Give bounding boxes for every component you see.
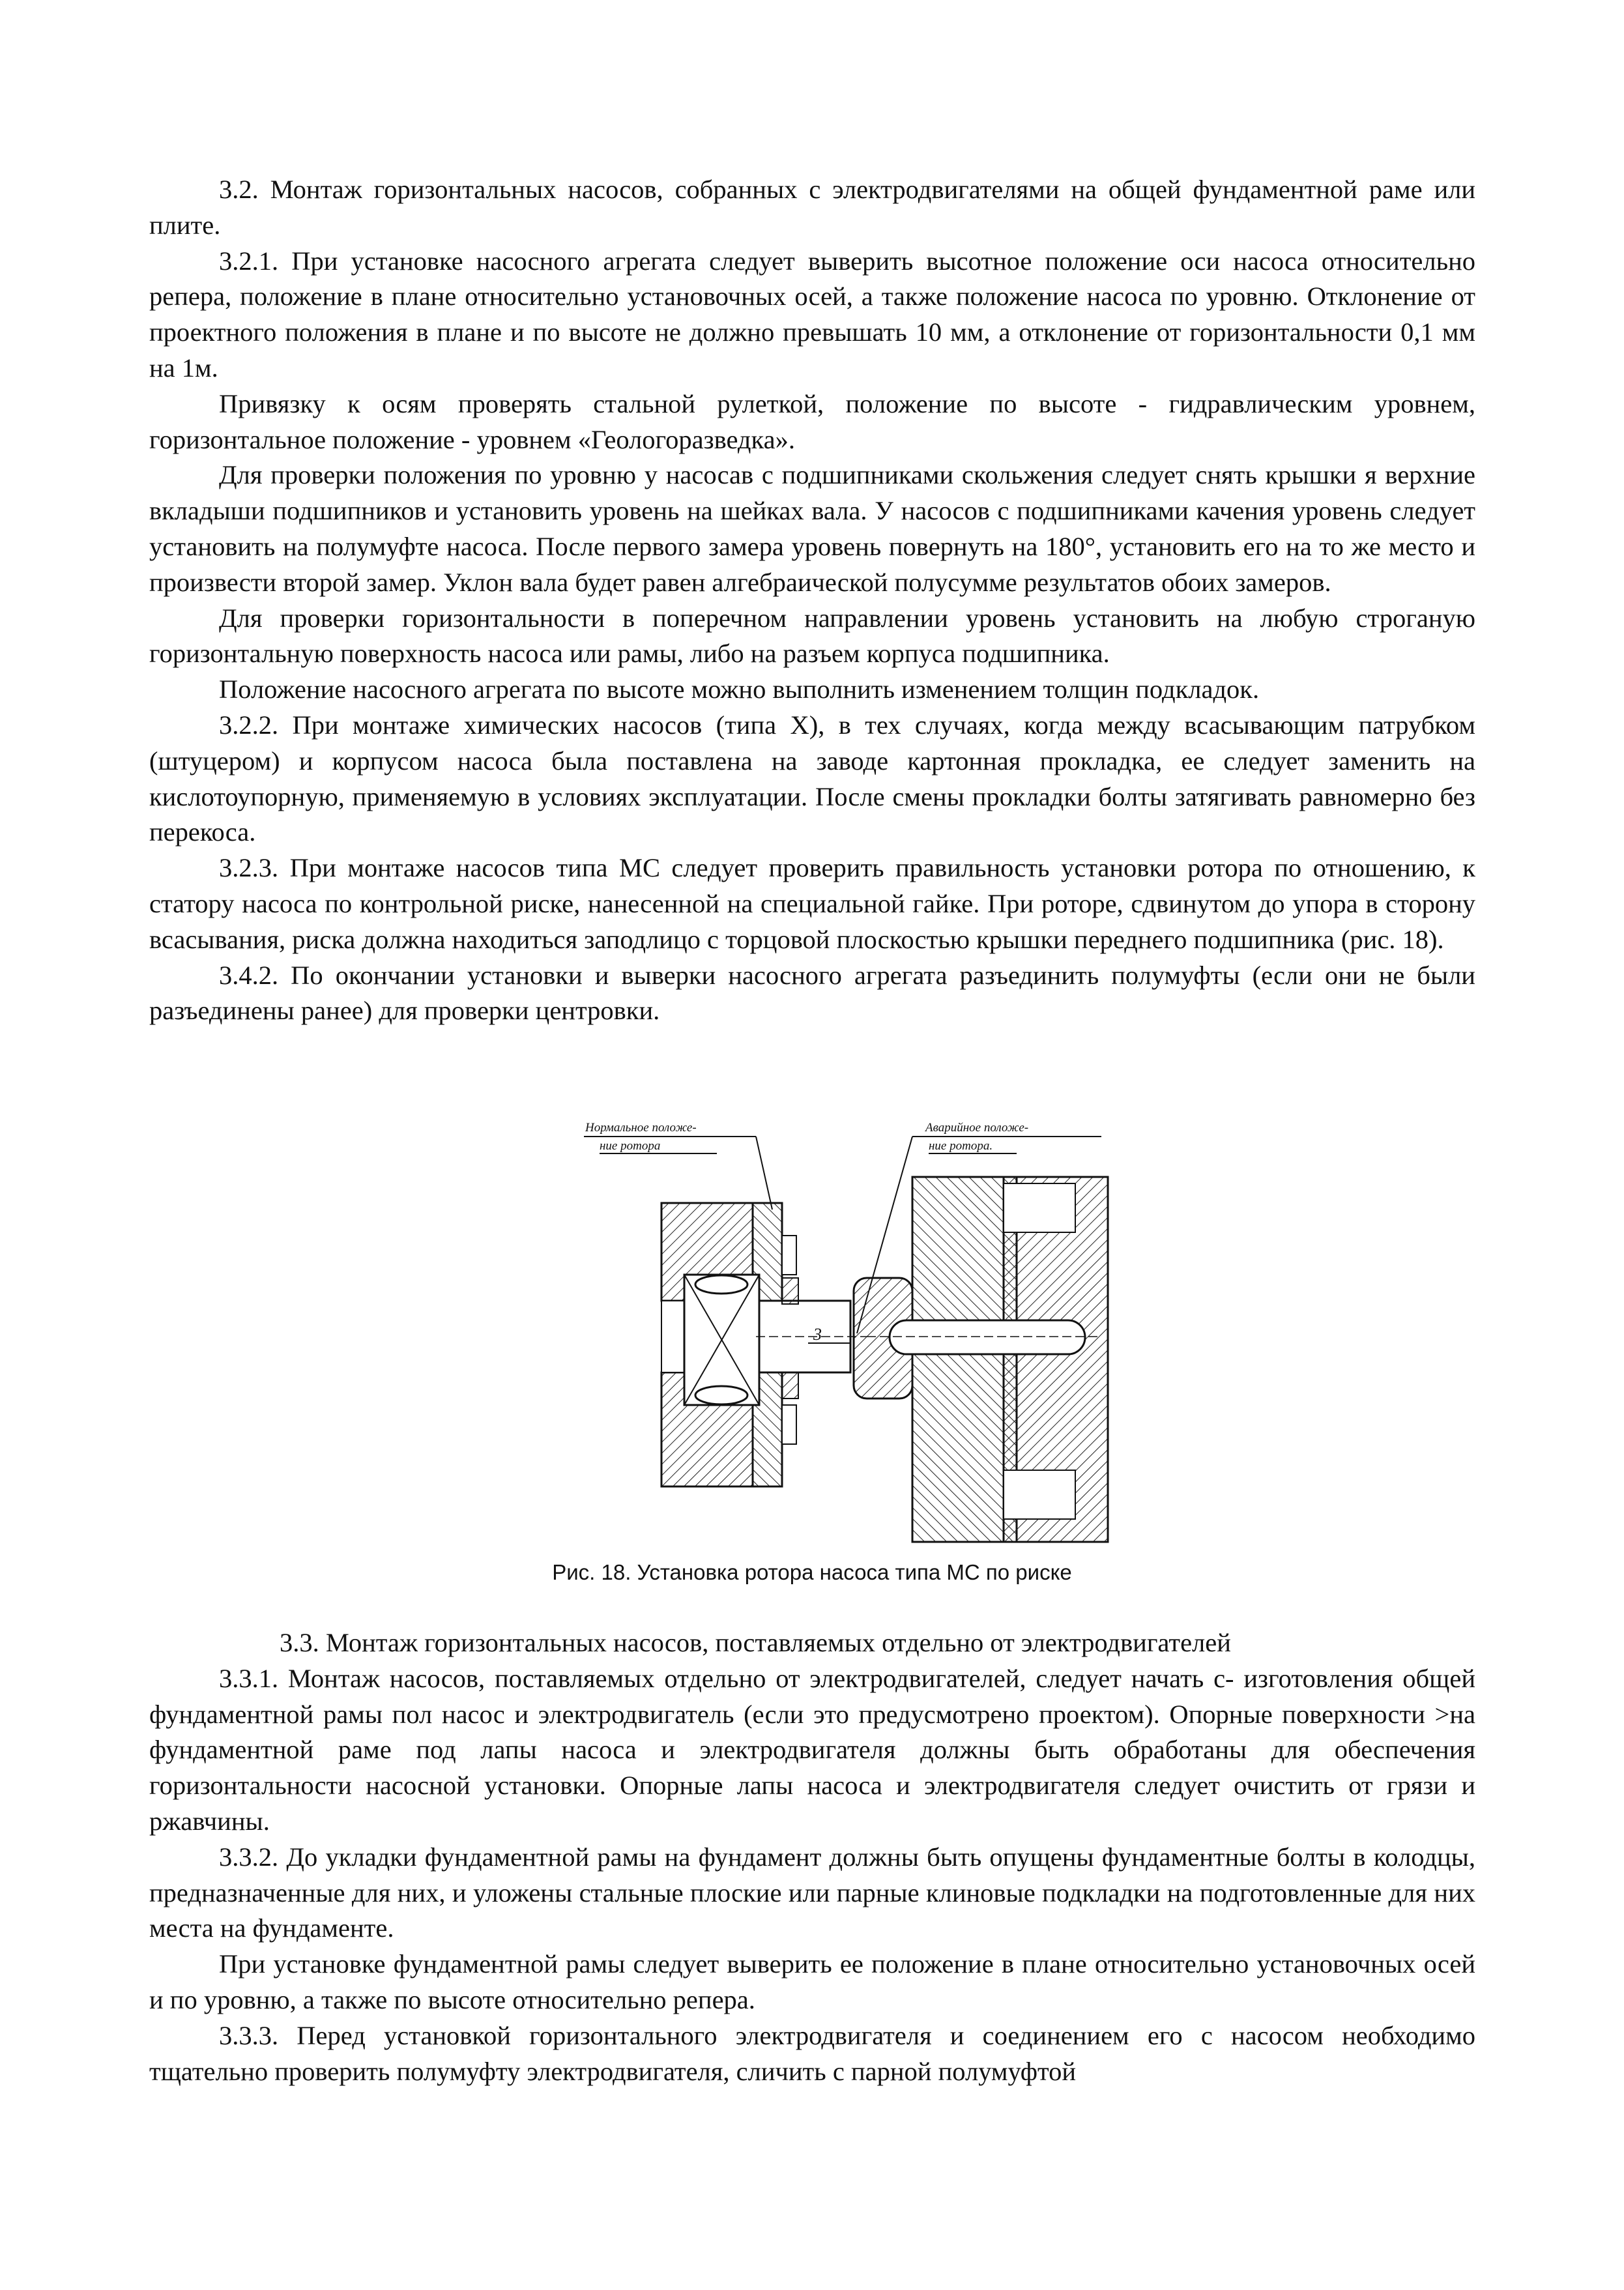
paragraph-3-3-heading: 3.3. Монтаж горизонтальных насосов, поставляемых отдельно от электродвигателей bbox=[280, 1628, 1231, 1657]
paragraph-3-4-2: 3.4.2. По окончании установки и выверки насосного агрегата разъединить полумуфты (если они не были разъединены ранее) для проверки центровки. bbox=[149, 960, 1475, 1026]
paragraph-3-3-2: 3.3.2. До укладки фундаментной рамы на фундамент должны быть опущены фундаментные болты в колодцы, предназначенные для них, и уложены стальные плоские или парные клиновые подкладки на подготовленные для них места на фундаменте. bbox=[149, 1842, 1475, 1943]
paragraph-3-2-3: 3.2.3. При монтаже насосов типа МС следует проверить правильность установки ротора по отношению, к статору насоса по контрольной риске, нанесенной на специальной гайке. При роторе, сдвинутом до упора в сторону всасывания, риска должна находиться заподлицо с торцовой плоскостью крышки переднего подшипника (рис. 18). bbox=[149, 853, 1475, 954]
paragraph-horizontal-check: Для проверки горизонтальности в поперечном направлении уровень установить на любую строганую горизонтальную поверхность насоса или рамы, либо на разъем корпуса подшипника. bbox=[149, 603, 1475, 669]
label-normal-line2: ние ротора bbox=[600, 1139, 661, 1153]
text-section-bottom bbox=[149, 1625, 1475, 2089]
label-emergency-line2: ние ротора. bbox=[929, 1139, 993, 1153]
figure-18-rotor-drawing bbox=[560, 1112, 1114, 1597]
text-section-top bbox=[149, 172, 1475, 1029]
label-normal-line1: Нормальное положе- bbox=[585, 1121, 697, 1135]
paragraph-3-3-3: 3.3.3. Перед установкой горизонтального электродвигателя и соединением его с насосом необходимо тщательно проверить полумуфту электродвигателя, сличить с парной полумуфтой bbox=[149, 2020, 1475, 2086]
rotor-assembly-drawing bbox=[560, 1112, 1114, 1597]
figure-caption: Рис. 18. Установка ротора насоса типа МС по риске bbox=[552, 1560, 1072, 1584]
paragraph-height-position: Положение насосного агрегата по высоте можно выполнить изменением толщин подкладок. bbox=[219, 674, 1260, 704]
paragraph-3-2-2: 3.2.2. При монтаже химических насосов (типа X), в тех случаях, когда между всасывающим патрубком (штуцером) и корпусом насоса была поставлена на заводе картонная прокладка, ее следует заменить на кислотоупорную, применяемую в условиях эксплуатации. После смены прокладки болты затягивать равномерно без перекоса. bbox=[149, 710, 1475, 847]
paragraph-level-check: Для проверки положения по уровню у насосав с подшипниками скольжения следует снять крышки я верхние вкладыши подшипников и установить уровень на шейках вала. У насосов с подшипниками качения уровень следует установить на полумуфте насоса. После первого замера уровень повернуть на 180°, установить его на то же место и произвести второй замер. Уклон вала будет равен алгебраической полусумме результатов обоих замеров. bbox=[149, 460, 1475, 597]
dimension-label: 3 bbox=[813, 1325, 822, 1344]
paragraph-3-2: 3.2. Монтаж горизонтальных насосов, собранных с электродвигателями на общей фундаментной раме или плите. bbox=[149, 175, 1475, 240]
paragraph-frame-install: При установке фундаментной рамы следует выверить ее положение в плане относительно установочных осей и по уровню, а также по высоте относительно репера. bbox=[149, 1949, 1475, 2014]
label-emergency-line1: Аварийное положе- bbox=[925, 1121, 1029, 1135]
paragraph-axis-binding: Привязку к осям проверять стальной рулеткой, положение по высоте - гидравлическим уровнем, горизонтальное положение - уровнем «Геологоразведка». bbox=[149, 388, 1475, 454]
paragraph-3-2-1: 3.2.1. При установке насосного агрегата следует выверить высотное положение оси насоса относительно репера, положение в плане относительно установочных осей, а также положение насоса по уровню. Отклонение от проектного положения в плане и по высоте не должно превышать 10 мм, а отклонение от горизонтальности 0,1 мм на 1м. bbox=[149, 246, 1475, 383]
paragraph-3-3-1: 3.3.1. Монтаж насосов, поставляемых отдельно от электродвигателей, следует начать с- изготовления общей фундаментной рамы пол насос и электродвигатель (если это предусмотрено проектом). Опорные поверхности >на фундаментной раме под лапы насоса и электродвигателя должны быть обработаны для обеспечения горизонтальности насосной установки. Опорные лапы насоса и электродвигателя следует очистить от грязи и ржавчины. bbox=[149, 1663, 1475, 1836]
